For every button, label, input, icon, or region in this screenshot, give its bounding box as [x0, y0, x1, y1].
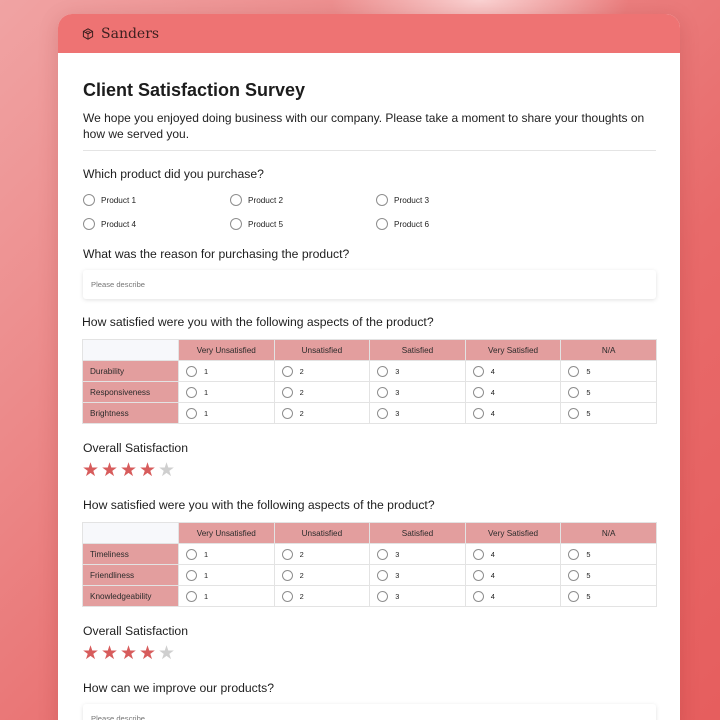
option-value: 5	[586, 366, 591, 376]
product-option-2[interactable]	[230, 193, 376, 207]
rating-option[interactable]	[377, 366, 465, 377]
rating-option[interactable]	[473, 387, 561, 398]
card-header	[58, 14, 680, 53]
rating-option[interactable]	[186, 591, 274, 602]
column-header: N/A	[561, 340, 657, 361]
option-value: 1	[204, 408, 209, 418]
radio-button[interactable]	[377, 366, 388, 377]
star-rating-2[interactable]	[82, 644, 656, 664]
matrix-cell	[465, 565, 561, 586]
rating-option[interactable]	[186, 387, 274, 398]
matrix-cell	[274, 586, 370, 607]
matrix-cell	[179, 382, 275, 403]
satisfaction-matrix-1	[82, 339, 657, 424]
rating-option[interactable]	[282, 366, 370, 377]
matrix-cell	[274, 544, 370, 565]
matrix-cell	[370, 403, 466, 424]
radio-button[interactable]	[282, 408, 293, 419]
rating-option[interactable]	[282, 549, 370, 560]
star-rating-1[interactable]	[82, 461, 656, 481]
option-label: Product 1	[101, 195, 137, 205]
radio-button[interactable]	[376, 194, 388, 206]
star-filled-icon[interactable]: ★	[82, 460, 100, 481]
option-value: 2	[299, 570, 304, 580]
radio-button[interactable]	[377, 387, 388, 398]
matrix-cell	[274, 565, 370, 586]
matrix-cell	[274, 382, 370, 403]
product-options	[83, 193, 656, 231]
matrix-cell	[370, 382, 466, 403]
rating-option[interactable]	[568, 570, 656, 581]
question-reason: What was the reason for purchasing the product?	[83, 247, 350, 261]
option-label: Product 5	[248, 219, 284, 229]
matrix-cell	[179, 544, 275, 565]
radio-button[interactable]	[568, 549, 579, 560]
column-header: Very Unsatisfied	[179, 340, 275, 361]
rating-option[interactable]	[186, 570, 274, 581]
radio-button[interactable]	[186, 366, 197, 377]
rating-option[interactable]	[186, 408, 274, 419]
rating-option[interactable]	[377, 570, 465, 581]
option-value: 1	[204, 387, 209, 397]
rating-option[interactable]	[377, 549, 465, 560]
column-header: Satisfied	[370, 340, 466, 361]
table-row	[83, 586, 657, 607]
radio-button[interactable]	[568, 408, 579, 419]
page-title: Client Satisfaction Survey	[83, 80, 306, 100]
brand-name: Sanders	[101, 25, 160, 42]
option-value: 4	[490, 591, 495, 601]
star-filled-icon[interactable]: ★	[139, 643, 157, 664]
overall-satisfaction-label-2: Overall Satisfaction	[83, 624, 188, 638]
option-value: 1	[204, 549, 209, 559]
radio-button[interactable]	[186, 549, 197, 560]
rating-option[interactable]	[568, 366, 656, 377]
radio-button[interactable]	[282, 549, 293, 560]
improve-input[interactable]	[83, 704, 656, 720]
matrix-1-body	[83, 361, 657, 424]
star-filled-icon[interactable]: ★	[120, 460, 138, 481]
option-label: Product 4	[101, 219, 137, 229]
rating-option[interactable]	[186, 549, 274, 560]
radio-button[interactable]	[186, 408, 197, 419]
rating-option[interactable]	[282, 591, 370, 602]
matrix-cell	[370, 361, 466, 382]
matrix-cell	[179, 565, 275, 586]
option-value: 5	[586, 570, 591, 580]
radio-button[interactable]	[377, 591, 388, 602]
option-value: 1	[204, 570, 209, 580]
question-product: Which product did you purchase?	[83, 167, 264, 181]
radio-button[interactable]	[377, 408, 388, 419]
matrix-cell	[465, 403, 561, 424]
option-value: 5	[586, 591, 591, 601]
star-filled-icon[interactable]: ★	[82, 643, 100, 664]
option-value: 5	[586, 549, 591, 559]
question-improve: How can we improve our products?	[83, 681, 275, 695]
product-option-6[interactable]	[376, 217, 522, 231]
option-value: 2	[299, 408, 304, 418]
option-value: 3	[395, 408, 400, 418]
radio-button[interactable]	[282, 366, 293, 377]
option-value: 3	[395, 366, 400, 376]
matrix-cell	[370, 586, 466, 607]
option-value: 5	[586, 387, 591, 397]
option-value: 2	[299, 366, 304, 376]
option-value: 4	[490, 549, 495, 559]
matrix-question-1: How satisfied were you with the following aspects of the product?	[82, 315, 434, 329]
table-row	[83, 382, 657, 403]
star-filled-icon[interactable]: ★	[120, 643, 138, 664]
row-label: Knowledgeability	[83, 586, 179, 607]
radio-button[interactable]	[473, 549, 484, 560]
radio-button[interactable]	[377, 549, 388, 560]
matrix-cell	[370, 565, 466, 586]
radio-button[interactable]	[568, 591, 579, 602]
option-label: Product 6	[394, 219, 430, 229]
column-header: Unsatisfied	[274, 340, 370, 361]
option-value: 5	[586, 408, 591, 418]
star-filled-icon[interactable]: ★	[101, 460, 119, 481]
product-option-1[interactable]	[83, 193, 230, 207]
rating-option[interactable]	[568, 591, 656, 602]
product-option-3[interactable]	[376, 193, 522, 207]
matrix-cell	[274, 361, 370, 382]
matrix-2-body	[83, 544, 657, 607]
star-filled-icon[interactable]: ★	[101, 643, 119, 664]
matrix-cell	[179, 586, 275, 607]
radio-button[interactable]	[473, 570, 484, 581]
rating-option[interactable]	[282, 387, 370, 398]
radio-button[interactable]	[186, 387, 197, 398]
column-header: Very Satisfied	[465, 523, 561, 544]
column-header: Unsatisfied	[274, 523, 370, 544]
satisfaction-matrix-2	[82, 522, 657, 607]
radio-button[interactable]	[377, 570, 388, 581]
column-header: Very Satisfied	[465, 340, 561, 361]
rating-option[interactable]	[377, 591, 465, 602]
radio-button[interactable]	[83, 194, 95, 206]
radio-button[interactable]	[186, 591, 197, 602]
option-value: 4	[490, 387, 495, 397]
row-label: Brightness	[83, 403, 179, 424]
survey-description: We hope you enjoyed doing business with our company. Please take a moment to share your thoughts on how we served you.	[83, 111, 645, 141]
option-value: 4	[490, 366, 495, 376]
option-value: 3	[395, 591, 400, 601]
column-header: Satisfied	[370, 523, 466, 544]
option-label: Product 2	[248, 195, 284, 205]
option-value: 3	[395, 570, 400, 580]
option-value: 2	[299, 387, 304, 397]
radio-button[interactable]	[473, 366, 484, 377]
option-value: 4	[490, 570, 495, 580]
column-header: N/A	[561, 523, 657, 544]
radio-button[interactable]	[230, 218, 242, 230]
matrix-cell	[179, 361, 275, 382]
radio-button[interactable]	[282, 570, 293, 581]
option-value: 1	[204, 591, 209, 601]
matrix-cell	[465, 544, 561, 565]
column-header: Very Unsatisfied	[179, 523, 275, 544]
matrix-cell	[561, 586, 657, 607]
hexagon-cube-icon	[82, 28, 94, 40]
rating-option[interactable]	[568, 549, 656, 560]
row-label: Durability	[83, 361, 179, 382]
option-label: Product 3	[394, 195, 430, 205]
radio-button[interactable]	[282, 387, 293, 398]
radio-button[interactable]	[473, 387, 484, 398]
rating-option[interactable]	[473, 570, 561, 581]
matrix-cell	[561, 382, 657, 403]
matrix-cell	[561, 544, 657, 565]
rating-option[interactable]	[473, 408, 561, 419]
rating-option[interactable]	[186, 366, 274, 377]
option-value: 3	[395, 549, 400, 559]
matrix-cell	[465, 586, 561, 607]
table-row	[83, 565, 657, 586]
matrix-header-row	[83, 340, 657, 361]
row-label: Responsiveness	[83, 382, 179, 403]
matrix-header-row	[83, 523, 657, 544]
rating-option[interactable]	[473, 366, 561, 377]
rating-option[interactable]	[473, 549, 561, 560]
matrix-cell	[561, 361, 657, 382]
matrix-cell	[561, 403, 657, 424]
rating-option[interactable]	[377, 387, 465, 398]
option-value: 2	[299, 549, 304, 559]
rating-option[interactable]	[568, 408, 656, 419]
option-value: 3	[395, 387, 400, 397]
matrix-cell	[465, 382, 561, 403]
rating-option[interactable]	[377, 408, 465, 419]
radio-button[interactable]	[282, 591, 293, 602]
radio-button[interactable]	[230, 194, 242, 206]
matrix-corner	[83, 340, 179, 361]
radio-button[interactable]	[376, 218, 388, 230]
rating-option[interactable]	[473, 591, 561, 602]
matrix-cell	[179, 403, 275, 424]
row-label: Timeliness	[83, 544, 179, 565]
table-row	[83, 361, 657, 382]
star-empty-icon[interactable]: ★	[158, 460, 176, 481]
radio-button[interactable]	[473, 408, 484, 419]
row-label: Friendliness	[83, 565, 179, 586]
radio-button[interactable]	[83, 218, 95, 230]
radio-button[interactable]	[568, 570, 579, 581]
radio-button[interactable]	[568, 366, 579, 377]
product-option-5[interactable]	[230, 217, 376, 231]
product-option-4[interactable]	[83, 217, 230, 231]
rating-option[interactable]	[282, 408, 370, 419]
matrix-question-2: How satisfied were you with the following aspects of the product?	[83, 498, 435, 512]
table-row	[83, 544, 657, 565]
matrix-cell	[465, 361, 561, 382]
rating-option[interactable]	[282, 570, 370, 581]
matrix-cell	[370, 544, 466, 565]
matrix-cell	[274, 403, 370, 424]
survey-card	[58, 14, 680, 720]
radio-button[interactable]	[568, 387, 579, 398]
overall-satisfaction-label-1: Overall Satisfaction	[83, 441, 188, 455]
matrix-cell	[561, 565, 657, 586]
radio-button[interactable]	[186, 570, 197, 581]
divider	[83, 150, 656, 151]
star-empty-icon[interactable]: ★	[158, 643, 176, 664]
option-value: 1	[204, 366, 209, 376]
rating-option[interactable]	[568, 387, 656, 398]
reason-input[interactable]	[83, 270, 656, 299]
option-value: 4	[490, 408, 495, 418]
table-row	[83, 403, 657, 424]
radio-button[interactable]	[473, 591, 484, 602]
matrix-corner	[83, 523, 179, 544]
option-value: 2	[299, 591, 304, 601]
star-filled-icon[interactable]: ★	[139, 460, 157, 481]
